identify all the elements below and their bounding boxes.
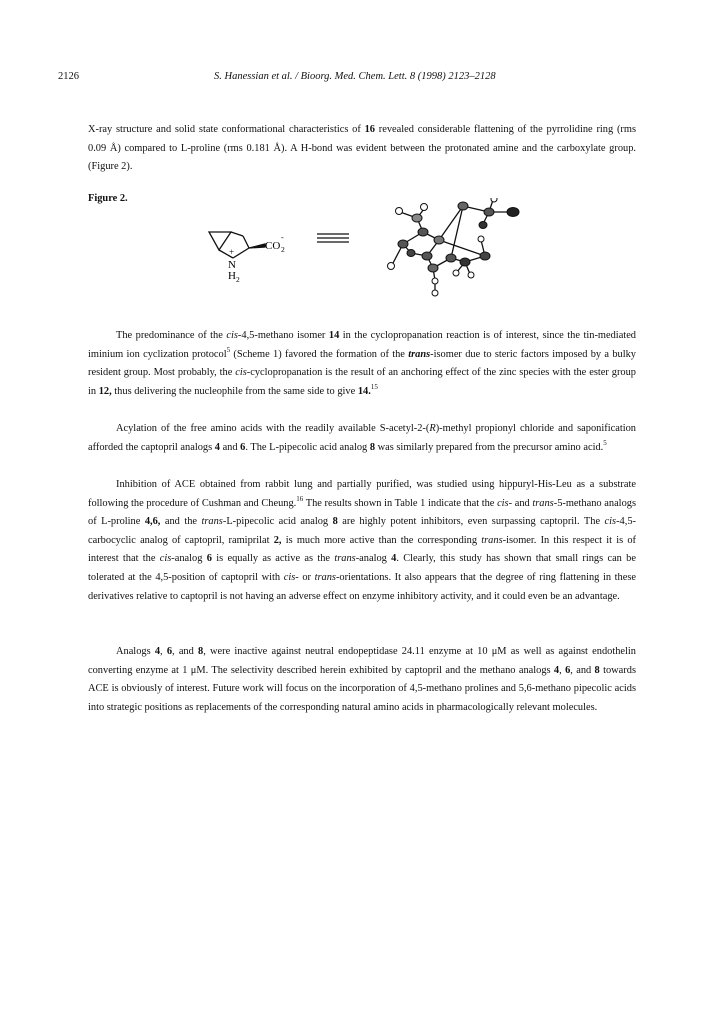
equivalence-sign xyxy=(317,234,349,242)
carboxylate-label: CO xyxy=(265,240,281,252)
carboxylate-charge: - xyxy=(281,233,284,242)
carboxylate-subscript: 2 xyxy=(281,245,285,254)
paragraph-selectivity: Analogs 4, 6, and 8, were inactive against neutral endopeptidase 24.11 enzyme at 10 μM as well as against endothelin converting enzyme at 1 μM. The selectivity described herein exhibited by captopril and the methano analogs 4, 6, and 8 towards ACE is obviously of interest. Future work will focus on the incorporation of 4,5-methano prolines and 5,6-methano pipecolic acids into strategic positions as replacements of the corresponding natural amino acids in pharmacologically relevant molecules. xyxy=(88,646,636,713)
wedge-bond xyxy=(249,244,265,248)
paragraph-cyclopropanation: The predominance of the cis-4,5-methano isomer 14 in the cyclopropanation reaction is of interest, since the tin-mediated iminium ion cyclization protocol$^5$ (Scheme 1) favored the formation of the trans-isomer due to steric factors imposed by a bulky resident group. Most probably, the cis-cyclopropanation is the result of an anchoring effect of the zinc species with the ester group in 12, thus delivering the nucleophile from the same side to give 14.15 xyxy=(88,330,637,397)
h-label: H xyxy=(228,270,236,282)
paragraph-ace-inhibition: Inhibition of ACE obtained from rabbit lung and partially purified, was studied using hippuryl-His-Leu as a substrate following the procedure of Cushman and Cheung.$^{16}$ The results shown in Table 1 indicate that the cis- and trans-5-methano analogs of L-proline 4,6, and the trans-L-pipecolic acid analog 8 are highly potent inhibitors, even surpassing captopril. The cis-4,5-carbocyclic analog of captopril, ramiprilat 2, is much more active than the corresponding trans-isomer. In this respect it is of interest that the cis-analog 6 is equally as active as the trans-analog 4. Clearly, this study has shown that small rings can be tolerated at the 4,5-position of captopril with cis- or trans-orientations. It also appears that the degree of ring flattening in these derivatives relative to captopril is not having an adverse effect on enzyme inhibitory activity, and it could even be an advantage. xyxy=(88,479,637,602)
proline-structure xyxy=(209,232,265,258)
cyclopropane-ring xyxy=(209,232,231,250)
intro-paragraph: X-ray structure and solid state conformational characteristics of 16 revealed considerable flattening of the pyrrolidine ring (rms 0.09 Å) compared to L-proline (rms 0.181 Å). A H-bond was evident between the protonated amine and the carboxylate group. (Figure 2). xyxy=(88,124,636,173)
h-subscript: 2 xyxy=(236,275,240,284)
figure-2 xyxy=(195,198,535,308)
page-number: 2126 xyxy=(58,71,79,82)
running-citation: S. Hanessian et al. / Bioorg. Med. Chem. Lett. 8 (1998) 2123–2128 xyxy=(214,71,496,82)
paragraph-acylation: Acylation of the free amino acids with the readily available S-acetyl-2-(R)-methyl propionyl chloride and saponification afforded the captopril analogs 4 and 6. The L-pipecolic acid analog 8 was similarly prepared from the precursor amino acid.$^5$ xyxy=(88,423,636,453)
charge-plus: + xyxy=(229,247,235,257)
figure-label: Figure 2. xyxy=(88,193,128,204)
nitrogen-label: N xyxy=(228,259,236,271)
figure-2-drawing xyxy=(195,198,535,308)
